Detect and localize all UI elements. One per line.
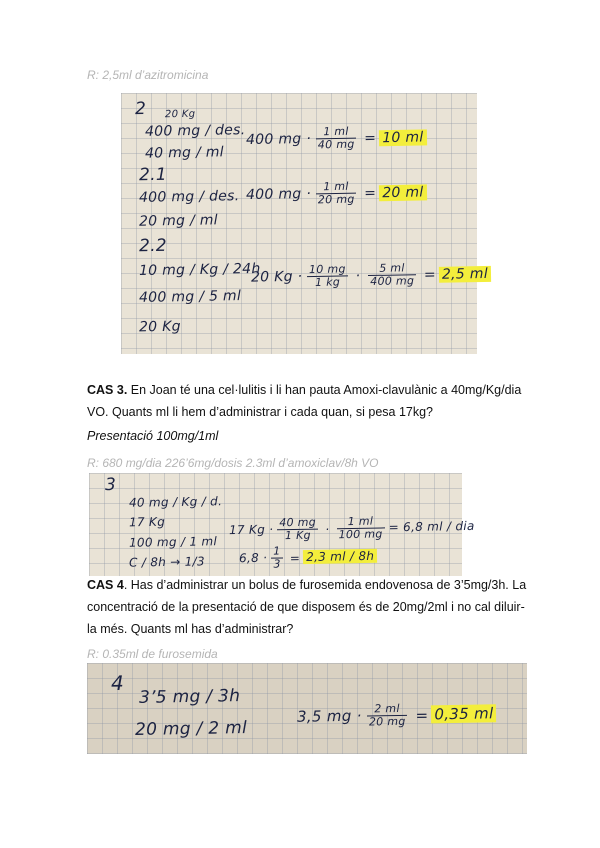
hw-dose-line-21: 400 mg / des. bbox=[138, 188, 240, 206]
hw-case4-calc-den: 20 mg bbox=[368, 714, 406, 729]
hw-pres-line-22: 400 mg / 5 ml bbox=[138, 288, 242, 306]
case4-answer: R: 0.35ml de furosemida bbox=[87, 647, 218, 661]
case4-title: CAS 4 bbox=[87, 578, 124, 592]
hw-case3-calc2-result: 2,3 ml / 8h bbox=[303, 549, 377, 564]
hw-case4-calc-result: 0,35 ml bbox=[431, 704, 496, 723]
hw-calc3-result: 2,5 ml bbox=[439, 265, 491, 282]
hw-case3-calc1-num1: 40 mg bbox=[277, 517, 318, 531]
hw-case4-pres: 20 mg / 2 ml bbox=[134, 718, 248, 740]
case3-statement bbox=[87, 379, 527, 423]
hw-calc3-den2: 400 mg bbox=[370, 274, 415, 289]
hw-calc2: 400 mg · $\frac{1 ml}{20 mg}$ = 20 ml bbox=[246, 179, 427, 207]
hw-case3-calc1-result: = 6,8 ml / dia bbox=[388, 518, 475, 535]
hw-case3-calc2-num: 1 bbox=[271, 545, 283, 558]
hw-case2-number: 2 bbox=[134, 98, 147, 120]
hw-case3-number: 3 bbox=[104, 474, 117, 496]
hw-case4-calc-a: 3,5 mg · bbox=[296, 706, 362, 726]
hw-calc3-num1: 10 mg bbox=[307, 263, 348, 277]
hw-case3-calc2-a: 6,8 · bbox=[238, 550, 268, 566]
hw-case3-calc1-den2: 100 mg bbox=[338, 527, 383, 542]
hw-case3-calc2: 6,8 · $\frac{1}{3}$ = 2,3 ml / 8h bbox=[239, 544, 378, 571]
hw-calc1-a: 400 mg · bbox=[245, 130, 312, 149]
hw-conc-line: 40 mg / ml bbox=[144, 144, 225, 162]
case2-answer: R: 2,5ml d’azitromicina bbox=[87, 68, 209, 82]
hw-calc1-den: 40 mg bbox=[317, 137, 355, 152]
hw-calc1-num: 1 ml bbox=[316, 126, 357, 140]
hw-case4-calc-num: 2 ml bbox=[367, 703, 408, 717]
hw-calc2-num: 1 ml bbox=[316, 181, 357, 195]
hw-case4-dose: 3’5 mg / 3h bbox=[138, 686, 241, 708]
hw-case3-calc1-num2: 1 ml bbox=[336, 515, 384, 529]
hw-weight-note: 20 Kg bbox=[164, 108, 196, 121]
case3-text: En Joan té una cel·lulitis i li han pauta Amoxi-clavulànic a 40mg/Kg/dia VO. Quants ml li hem d’administrar i cada quan, si pesa 17kg? bbox=[87, 383, 522, 419]
hw-calc1: 400 mg · $\frac{1 ml}{40 mg}$ = 10 ml bbox=[246, 124, 427, 152]
hw-calc1-result: 10 ml bbox=[379, 129, 427, 146]
hw-case3-pres: 100 mg / 1 ml bbox=[128, 534, 218, 550]
hw-weight-line-22: 20 Kg bbox=[138, 318, 181, 336]
case3-answer: R: 680 mg/dia 226’6mg/dosis 2.3ml d’amoxiclav/8h VO bbox=[87, 456, 379, 470]
hw-calc2-den: 20 mg bbox=[317, 192, 355, 207]
hw-case22-number: 2.2 bbox=[138, 235, 168, 257]
hw-case3-calc2-den: 3 bbox=[273, 557, 281, 571]
hw-case3-calc1: 17 Kg · $\frac{40 mg}{1 Kg}$ · $\frac{1 ml}{100 mg}$ = 6,8 ml / dia bbox=[228, 514, 475, 543]
hw-case3-calc1-a: 17 Kg · bbox=[228, 522, 274, 538]
hw-calc2-a: 400 mg · bbox=[245, 185, 312, 204]
case4-statement bbox=[87, 574, 527, 640]
hw-case3-weight: 17 Kg bbox=[128, 514, 166, 530]
hw-calc3-den1: 1 kg bbox=[314, 275, 341, 289]
hw-dose-line: 400 mg / des. bbox=[144, 122, 246, 140]
hw-case3-calc1-den1: 1 Kg bbox=[284, 528, 311, 543]
hw-dose-line-22: 10 mg / Kg / 24h bbox=[138, 260, 261, 280]
hw-case3-dose: 40 mg / Kg / d. bbox=[128, 494, 223, 510]
hw-conc-line-21: 20 mg / ml bbox=[138, 212, 219, 230]
hw-case21-number: 2.1 bbox=[138, 164, 168, 186]
hw-calc3-a: 20 Kg · bbox=[250, 268, 303, 286]
hw-calc3: 20 Kg · $\frac{10 mg}{1 kg}$ · $\frac{5 ml}{400 mg}$ = 2,5 ml bbox=[251, 261, 491, 290]
hw-calc2-result: 20 ml bbox=[379, 184, 427, 201]
hw-case4-number: 4 bbox=[110, 670, 125, 696]
hw-calc3-num2: 5 ml bbox=[368, 262, 416, 276]
case3-title: CAS 3. bbox=[87, 383, 128, 397]
hw-case3-freq: C / 8h → 1/3 bbox=[128, 554, 206, 570]
case4-text: . Has d’administrar un bolus de furosemida endovenosa de 3’5mg/3h. La concentració de la presentació de que disposem és de 20mg/2ml i no cal diluir-la més. Quants ml has d’administrar? bbox=[87, 578, 527, 636]
hw-case4-calc: 3,5 mg · $\frac{2 ml}{20 mg}$ = 0,35 ml bbox=[297, 701, 497, 729]
case2-handwritten-photo bbox=[121, 93, 489, 354]
case4-handwritten-photo bbox=[87, 663, 527, 754]
case3-presentation: Presentació 100mg/1ml bbox=[87, 429, 219, 443]
case3-handwritten-photo bbox=[89, 473, 475, 576]
